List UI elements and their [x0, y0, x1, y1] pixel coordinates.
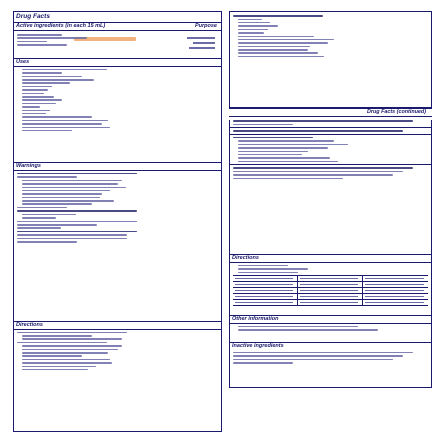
left-column — [13, 11, 222, 431]
text-line — [17, 210, 137, 212]
text-line — [238, 32, 264, 34]
text-line — [238, 52, 318, 54]
text-line — [17, 221, 137, 223]
text-line — [22, 197, 100, 199]
other-info-header — [230, 316, 431, 324]
text-line — [22, 203, 92, 205]
text-line — [17, 231, 137, 233]
text-line — [233, 355, 403, 357]
text-line — [17, 241, 77, 243]
dosage-table-cell — [298, 300, 363, 306]
text-line — [233, 130, 403, 132]
text-line — [238, 329, 378, 331]
text-line — [22, 214, 76, 216]
right-column — [229, 11, 432, 388]
directions-right-header — [230, 255, 431, 263]
text-line — [238, 36, 314, 38]
directions-left-body — [14, 332, 221, 412]
text-line — [238, 42, 328, 44]
text-line — [22, 103, 56, 105]
warnings-header — [14, 162, 221, 171]
text-line — [238, 19, 262, 21]
text-line — [22, 362, 112, 364]
other-info-title: Other information — [232, 316, 279, 322]
text-line — [22, 110, 50, 112]
text-line — [17, 41, 47, 43]
text-line — [17, 44, 67, 46]
inactive-title: Inactive ingredients — [232, 343, 284, 349]
text-line — [22, 86, 52, 88]
directions-left-title: Directions — [16, 321, 43, 328]
text-line — [233, 15, 323, 17]
text-line — [22, 366, 96, 368]
text-line — [238, 265, 288, 267]
other-info-panel — [229, 316, 432, 343]
text-line — [22, 69, 107, 71]
text-line — [17, 234, 127, 236]
text-line — [22, 180, 122, 182]
text-line — [22, 130, 72, 132]
text-line — [238, 56, 324, 58]
text-line — [22, 113, 46, 115]
text-line — [22, 200, 114, 202]
text-line — [22, 349, 118, 351]
text-line — [238, 49, 308, 51]
text-line — [22, 193, 102, 195]
left-panel — [13, 23, 222, 432]
text-line — [22, 96, 54, 98]
text-line — [22, 352, 108, 354]
directions-right-title: Directions — [232, 255, 259, 261]
text-line — [22, 355, 82, 357]
active-ingredients-header — [14, 23, 221, 31]
text-line — [238, 46, 310, 48]
text-line — [22, 123, 102, 125]
uses-body — [14, 69, 221, 162]
text-line — [238, 326, 358, 328]
drug-facts-title-box — [13, 11, 222, 23]
purpose-title: Purpose — [194, 23, 217, 29]
dosage-table — [233, 275, 428, 306]
text-line — [238, 22, 270, 24]
dosage-table-cell — [233, 300, 298, 306]
text-line — [238, 154, 302, 156]
text-line — [17, 34, 62, 36]
text-line — [233, 120, 413, 122]
text-line — [238, 147, 328, 149]
text-line — [22, 120, 108, 122]
text-line — [233, 178, 343, 180]
text-line — [22, 190, 110, 192]
uses-header — [14, 58, 221, 67]
text-line — [238, 144, 348, 146]
continued-title: Drug Facts (continued) — [367, 109, 426, 115]
text-line — [238, 157, 330, 159]
active-ingredients-body — [14, 34, 221, 58]
right-top-panel — [229, 11, 432, 108]
text-line — [233, 362, 293, 364]
text-line — [22, 127, 110, 129]
text-line — [238, 151, 308, 153]
text-line — [17, 37, 87, 39]
text-line — [238, 25, 278, 27]
text-line — [233, 174, 393, 176]
text-line — [233, 137, 313, 139]
inactive-ingredients-panel — [229, 343, 432, 388]
text-line — [17, 176, 77, 178]
text-line — [233, 359, 393, 361]
active-ingredients-title: Active ingredients (in each 15 mL) — [16, 23, 106, 29]
dosage-table-cell — [363, 300, 428, 306]
text-line — [238, 161, 338, 163]
text-line — [22, 183, 118, 185]
text-line — [233, 124, 293, 126]
text-line — [22, 335, 92, 337]
text-line — [22, 345, 122, 347]
text-line — [22, 76, 82, 78]
right-warnings-panel — [229, 120, 432, 255]
text-line — [233, 171, 403, 173]
text-line — [17, 173, 137, 175]
text-line — [233, 352, 413, 354]
continued-header — [229, 108, 432, 117]
text-line — [22, 93, 44, 95]
text-line — [22, 89, 48, 91]
text-line — [22, 79, 94, 81]
text-line — [238, 29, 268, 31]
text-line — [17, 207, 67, 209]
text-line — [22, 116, 92, 118]
uses-title: Uses — [16, 59, 30, 65]
right-directions-panel — [229, 255, 432, 316]
text-line — [238, 140, 334, 142]
text-line — [238, 268, 308, 270]
text-line — [238, 39, 334, 41]
text-line — [238, 272, 298, 274]
text-line — [22, 82, 70, 84]
directions-left-header — [14, 321, 221, 330]
text-line — [22, 217, 56, 219]
text-line — [22, 106, 40, 108]
text-line — [17, 238, 127, 240]
warnings-title: Warnings — [16, 162, 41, 169]
text-line — [233, 167, 413, 169]
drug-facts-title: Drug Facts — [16, 13, 50, 20]
warnings-body — [14, 173, 221, 321]
text-line — [17, 332, 127, 334]
text-line — [17, 342, 107, 344]
text-line — [22, 359, 110, 361]
text-line — [22, 369, 88, 371]
inactive-header — [230, 343, 431, 350]
text-line — [17, 224, 97, 226]
text-line — [22, 187, 126, 189]
text-line — [17, 227, 61, 229]
text-line — [22, 72, 62, 74]
text-line — [22, 338, 122, 340]
text-line — [22, 99, 62, 101]
